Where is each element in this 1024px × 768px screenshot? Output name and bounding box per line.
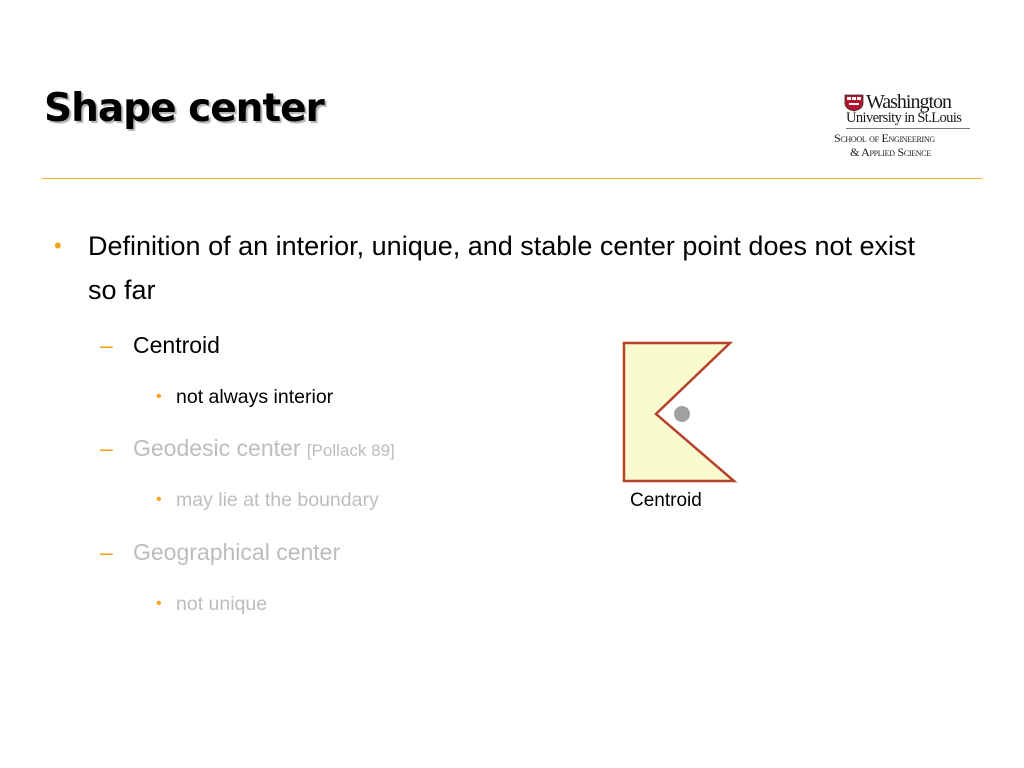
bullet-dot-icon: • xyxy=(156,491,162,508)
bullet-main xyxy=(54,224,954,312)
sub-sub-bullet-geodesic-text: may lie at the boundary xyxy=(176,489,379,511)
sub-sub-bullet-geographical xyxy=(156,591,267,617)
sub-bullet-centroid-text: Centroid xyxy=(133,332,220,358)
sub-sub-bullet-centroid xyxy=(156,384,333,410)
university-logo xyxy=(834,92,984,164)
figure-caption: Centroid xyxy=(630,490,702,511)
bullet-dot-icon: • xyxy=(156,595,162,612)
sub-sub-bullet-geographical-text: not unique xyxy=(176,593,268,615)
dash-icon: – xyxy=(100,435,113,461)
slide-title: Shape center xyxy=(44,86,324,131)
concave-shape-figure xyxy=(620,338,740,488)
logo-applied: & Applied Science xyxy=(850,145,931,159)
sub-bullet-geographical xyxy=(100,537,340,567)
sub-bullet-geographical-text: Geographical center xyxy=(133,539,341,565)
sub-bullet-centroid xyxy=(100,330,220,360)
centroid-point xyxy=(674,406,690,422)
sub-bullet-geodesic xyxy=(100,433,395,466)
dash-icon: – xyxy=(100,539,113,565)
sub-sub-bullet-geodesic xyxy=(156,487,379,513)
bullet-main-text: Definition of an interior, unique, and stable center point does not exist so far xyxy=(88,231,916,305)
logo-university: University in St.Louis xyxy=(846,110,962,126)
sub-sub-bullet-centroid-text: not always interior xyxy=(176,386,334,408)
dash-icon: – xyxy=(100,332,113,358)
sub-bullet-geodesic-text: Geodesic center xyxy=(133,435,301,461)
bullet-dot-icon: • xyxy=(156,388,162,405)
logo-school: School of Engineering xyxy=(834,131,935,145)
logo-wordmark: Washington xyxy=(866,91,952,113)
bullet-dot-icon: • xyxy=(54,233,62,258)
logo-divider xyxy=(846,128,970,129)
title-divider xyxy=(42,178,982,179)
citation: [Pollack 89] xyxy=(306,441,395,460)
